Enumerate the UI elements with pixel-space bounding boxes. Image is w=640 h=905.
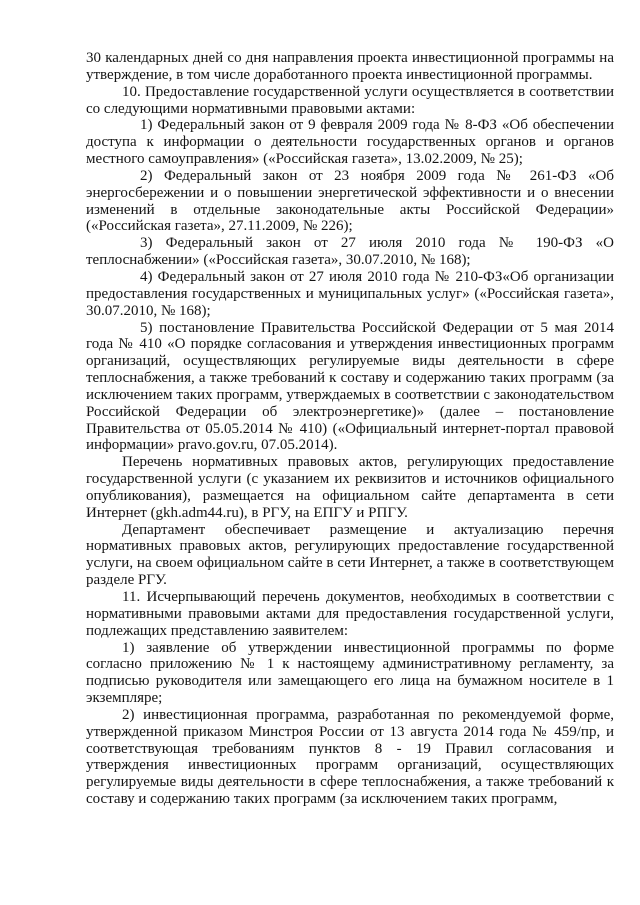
paragraph-11: 11. Исчерпывающий перечень документов, необходимых в соответствии с нормативными правовыми актами для предоставления государственной услуги, подлежащих представлению заявителем:: [86, 589, 614, 639]
list-item-doc-1: 1) заявление об утверждении инвестиционной программы по форме согласно приложению № 1 к настоящему административному регламенту, за подписью руководителя или замещающего его лица на бумажном носителе в 1 экземпляре;: [86, 639, 614, 707]
paragraph-department: Департамент обеспечивает размещение и актуализацию перечня нормативных правовых актов, регулирующих предоставление государственной услуги, на своем официальном сайте в сети Интернет, а также в соответствующем разделе РГУ.: [86, 521, 614, 589]
list-item-law-3: 3) Федеральный закон от 27 июля 2010 года № 190-ФЗ «О теплоснабжении» («Российская газета», 30.07.2010, № 168);: [86, 235, 614, 269]
paragraph-acts-list: Перечень нормативных правовых актов, регулирующих предоставление государственной услуги (с указанием их реквизитов и источников официального опубликования), размещается на официальном сайте департамента в сети Интернет (gkh.adm44.ru), в РГУ, на ЕПГУ и РПГУ.: [86, 454, 614, 521]
list-item-law-4: 4) Федеральный закон от 27 июля 2010 года № 210-ФЗ«Об организации предоставления государственных и муниципальных услуг» («Российская газета», 30.07.2010, № 168);: [86, 268, 614, 319]
paragraph-1: 30 календарных дней со дня направления проекта инвестиционной программы на утверждение, в том числе доработанного проекта инвестиционной программы.: [86, 50, 614, 83]
list-item-law-1: 1) Федеральный закон от 9 февраля 2009 года № 8-ФЗ «Об обеспечении доступа к информации о деятельности государственных органов и органов местного самоуправления» («Российская газета», 13.02.2009, № 25);: [86, 117, 614, 168]
list-item-doc-2: 2) инвестиционная программа, разработанная по рекомендуемой форме, утвержденной приказом Минстроя России от 13 августа 2014 года № 459/пр, и соответствующая требованиям пунктов 8 - 19 Правил согласования и утверждения инвестиционных программ организаций, осуществляющих регулируемые виды деятельности в сфере теплоснабжения, а также требований к составу и содержанию таких программ (за исключением таких программ,: [86, 706, 614, 808]
paragraph-10: 10. Предоставление государственной услуги осуществляется в соответствии со следующими нормативными правовыми актами:: [86, 83, 614, 117]
list-item-law-5: 5) постановление Правительства Российской Федерации от 5 мая 2014 года № 410 «О порядке согласования и утверждения инвестиционных программ организаций, осуществляющих регулируемые виды деятельности в сфере теплоснабжения, а также требований к составу и содержанию таких программ (за исключением таких программ, утверждаемых в соответствии с законодательством Российской Федерации об электроэнергетике)» (далее – постановление Правительства от 05.05.2014 № 410) («Официальный интернет-портал правовой информации» pravo.gov.ru, 07.05.2014).: [86, 319, 614, 454]
list-item-law-2: 2) Федеральный закон от 23 ноября 2009 года № 261-ФЗ «Об энергосбережении и о повышении энергетической эффективности и о внесении изменений в отдельные законодательные акты Российской Федерации» («Российская газета», 27.11.2009, № 226);: [86, 167, 614, 235]
